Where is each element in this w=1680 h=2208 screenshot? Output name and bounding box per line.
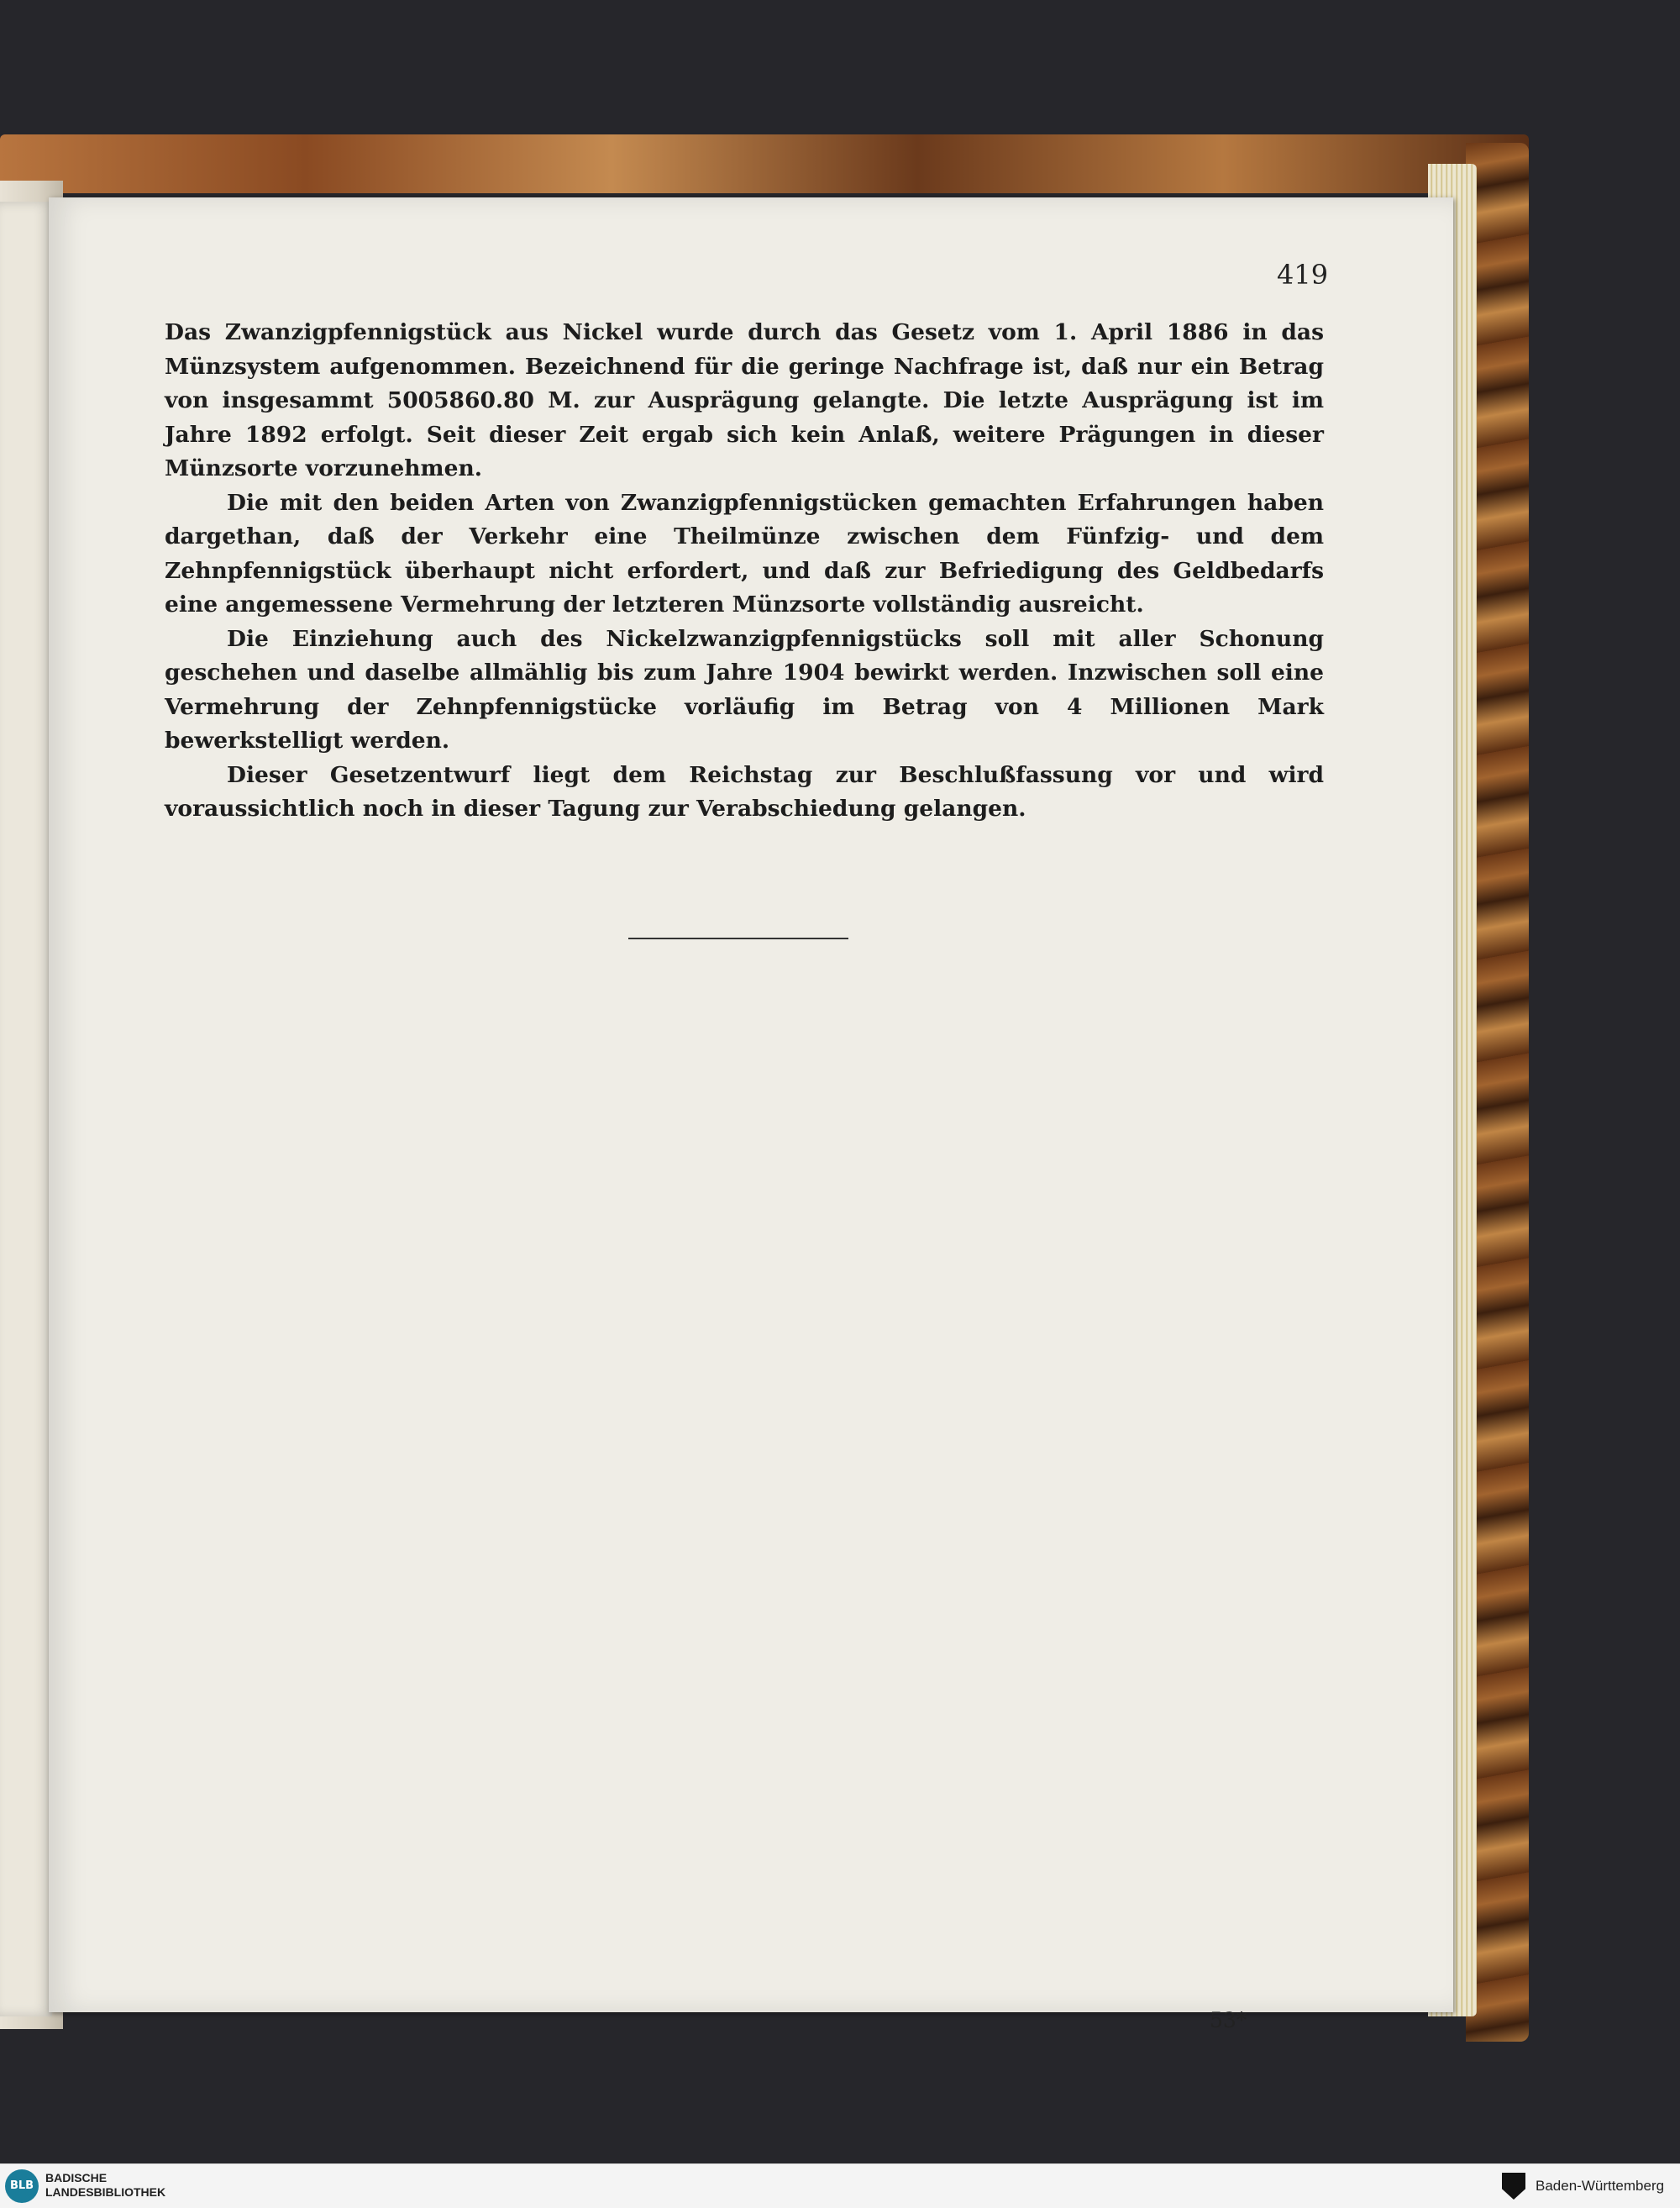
state-crest-icon[interactable] [1502, 2173, 1525, 2200]
paragraph-2: Die mit den beiden Arten von Zwanzigpfennigstücken gemachten Erfahrungen haben dargethan, daß der Verkehr eine Theilmünze zwischen dem Fünfzig- und dem Zehnpfennigstück überhaupt nicht erfordert, und daß zur Befriedigung des Geldbedarfs eine angemessene Vermehrung der letzteren Münzsorte vollständig ausreicht. [165, 489, 1324, 618]
library-name-line-2: LANDESBIBLIOTHEK [45, 2185, 166, 2199]
separator-rule [628, 938, 848, 939]
paragraph-1: Das Zwanzigpfennigstück aus Nickel wurde durch das Gesetz vom 1. April 1886 in das Münzsystem aufgenommen. Bezeichnend für die geringe Nachfrage ist, daß nur ein Betrag von insgesammt 5005860.80 M. zur Ausprägung gelangte. Die letzte Ausprägung ist im Jahre 1892 erfolgt. Seit dieser Zeit ergab sich kein Anlaß, weitere Prägungen in dieser Münzsorte vorzunehmen. [165, 319, 1324, 481]
library-footer [0, 2163, 1680, 2208]
paragraph-4: Dieser Gesetzentwurf liegt dem Reichstag zur Beschlußfassung vor und wird voraussichtlich noch in dieser Tagung zur Verabschiedung gelangen. [165, 761, 1324, 822]
page-number: 419 [1277, 259, 1329, 291]
state-name: Baden-Württemberg [1536, 2178, 1665, 2194]
library-name [45, 2171, 165, 2200]
body-text [165, 316, 1324, 827]
signature-mark: 53* [1210, 2008, 1247, 2032]
book-cover-top [0, 134, 1529, 193]
blb-logo-icon[interactable]: BLB [5, 2169, 39, 2203]
paragraph-3: Die Einziehung auch des Nickelzwanzigpfennigstücks soll mit aller Schonung geschehen und daselbe allmählig bis zum Jahre 1904 bewirkt werden. Inzwischen soll eine Vermehrung der Zehnpfennigstücke vorläufig im Betrag von 4 Millionen Mark bewerkstelligt werden. [165, 625, 1324, 754]
library-name-line-1: BADISCHE [45, 2171, 108, 2184]
left-page-edge [0, 202, 52, 2016]
